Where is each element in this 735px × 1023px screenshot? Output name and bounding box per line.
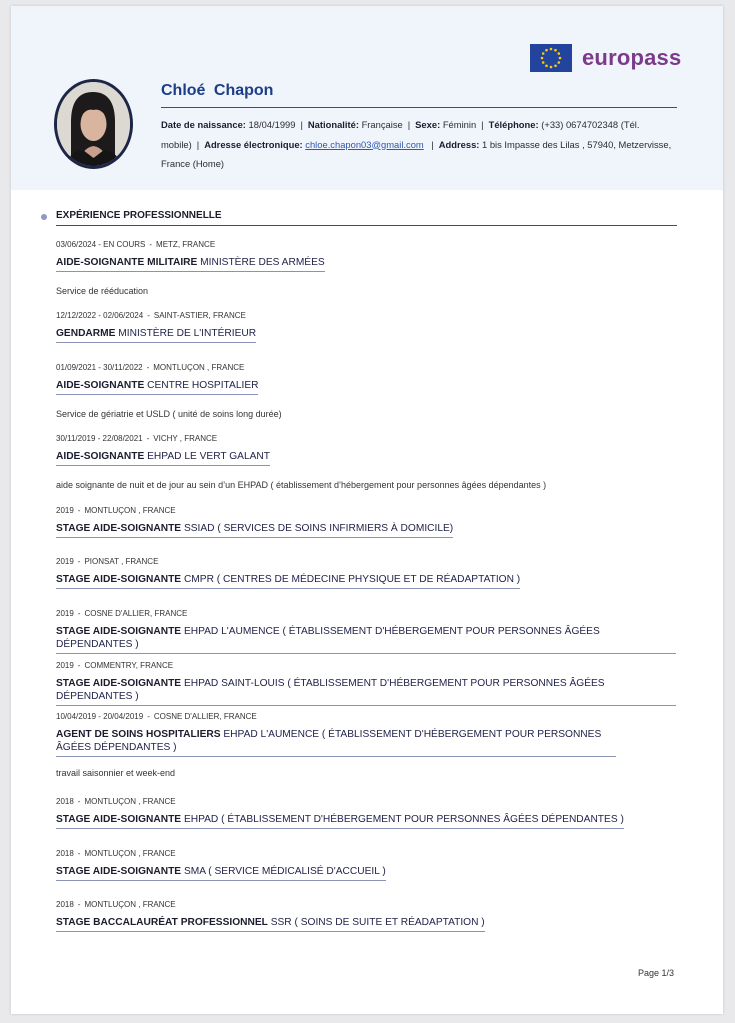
entry-meta: 2019 - PIONSAT , FRANCE <box>56 557 159 566</box>
personal-info: Date de naissance: 18/04/1999 | Nationalité: Française | Sexe: Féminin | Téléphone: (+33) 0674702348 (Tél. mobile) | Adresse électronique: chloe.chapon03@gmail.com | Address: 1 bis Impasse des Lilas , 57940, Metzervisse, France (Home) <box>161 119 672 169</box>
address-value: 1 bis Impasse des Lilas , 57940, Metzervisse, France (Home) <box>161 138 672 169</box>
avatar <box>54 79 133 169</box>
entry-dates: 2018 <box>56 900 74 909</box>
entry-role <box>56 813 624 829</box>
europass-logo <box>530 44 681 72</box>
entry-location: MONTLUÇON , FRANCE <box>84 849 176 858</box>
page-number: Page 1/3 <box>638 968 675 978</box>
entry-dates: 01/09/2021 - 30/11/2022 <box>56 363 143 372</box>
entry-meta: 03/06/2024 - EN COURS - METZ, FRANCE <box>56 240 216 249</box>
entry-employer: MINISTÈRE DE L'INTÉRIEUR <box>118 328 257 339</box>
entry-title: AIDE-SOIGNANTE MILITAIRE <box>56 257 198 268</box>
europass-wordmark: europass <box>582 45 682 70</box>
entry-employer: EHPAD ( ÉTABLISSEMENT D'HÉBERGEMENT POUR PERSONNES ÂGÉES DÉPENDANTES ) <box>183 814 624 825</box>
entry-description: Service de rééducation <box>56 286 149 296</box>
dob-value: 18/04/1999 <box>248 119 296 130</box>
entry-role <box>56 327 256 343</box>
entry-role <box>56 865 386 881</box>
section-divider <box>56 225 677 226</box>
entry-location: COSNE D'ALLIER, FRANCE <box>153 712 257 721</box>
dob-label: Date de naissance: <box>161 119 246 130</box>
entry-location: COSNE D'ALLIER, FRANCE <box>84 609 188 618</box>
experience-entry <box>56 797 676 829</box>
entry-location: SAINT-ASTIER, FRANCE <box>153 311 246 320</box>
entry-dates: 10/04/2019 - 20/04/2019 <box>56 712 144 721</box>
entry-title: STAGE AIDE-SOIGNANTE <box>56 814 182 825</box>
entry-title: STAGE AIDE-SOIGNANTE <box>56 523 182 534</box>
phone-label: Téléphone: <box>488 119 539 130</box>
entry-employer: MINISTÈRE DES ARMÉES <box>200 257 325 268</box>
section-title: EXPÉRIENCE PROFESSIONNELLE <box>56 210 222 221</box>
entry-title: AGENT DE SOINS HOSPITALIERS <box>56 729 221 740</box>
cv-header <box>11 6 723 190</box>
email-link[interactable]: chloe.chapon03@gmail.com <box>305 138 424 150</box>
experience-entry <box>56 240 676 297</box>
entry-employer: SSIAD ( SERVICES DE SOINS INFIRMIERS À DOMICILE) <box>183 523 454 534</box>
email-label: Adresse électronique: <box>204 138 303 150</box>
experience-entry <box>56 661 676 706</box>
address-label: Address: <box>438 138 480 150</box>
entry-description: travail saisonnier et week-end <box>56 768 176 778</box>
last-name: Chapon <box>213 82 274 99</box>
entry-meta: 2018 - MONTLUÇON , FRANCE <box>56 900 176 909</box>
entry-title: STAGE BACCALAURÉAT PROFESSIONNEL <box>56 917 268 928</box>
entry-employer: SMA ( SERVICE MÉDICALISÉ D'ACCUEIL ) <box>183 866 386 877</box>
phone-value: (+33) 0674702348 (Tél. mobile) <box>161 119 640 150</box>
entry-title: STAGE AIDE-SOIGNANTE <box>56 678 182 689</box>
section-bullet-icon <box>41 214 47 220</box>
entry-role <box>56 256 325 272</box>
entry-location: COMMENTRY, FRANCE <box>84 661 174 670</box>
entry-dates: 2018 <box>56 797 74 806</box>
entry-title: STAGE AIDE-SOIGNANTE <box>56 574 182 585</box>
entry-dates: 2019 <box>56 557 74 566</box>
experience-entry <box>56 363 676 420</box>
entry-dates: 03/06/2024 - EN COURS <box>56 240 146 249</box>
entry-meta: 2018 - MONTLUÇON , FRANCE <box>56 797 176 806</box>
entry-location: MONTLUÇON , FRANCE <box>84 506 176 515</box>
entry-employer: CMPR ( CENTRES DE MÉDECINE PHYSIQUE ET DE RÉADAPTATION ) <box>183 574 521 585</box>
first-name: Chloé <box>161 82 206 99</box>
entry-title: STAGE AIDE-SOIGNANTE <box>56 626 182 637</box>
entry-location: MONTLUÇON , FRANCE <box>84 900 176 909</box>
entry-meta: 10/04/2019 - 20/04/2019 - COSNE D'ALLIER, FRANCE <box>56 712 257 721</box>
entry-employer: EHPAD SAINT-LOUIS ( ÉTABLISSEMENT D'HÉBERGEMENT POUR PERSONNES ÂGÉES DÉPENDANTES ) <box>56 678 605 702</box>
name-divider <box>161 107 677 108</box>
entry-role <box>56 573 520 589</box>
entry-dates: 2018 <box>56 849 74 858</box>
experience-entry <box>56 712 676 779</box>
entry-role <box>56 916 485 932</box>
entry-description: Service de gériatrie et USLD ( unité de soins long durée) <box>56 409 282 419</box>
experience-entry <box>56 434 676 491</box>
entry-dates: 30/11/2019 - 22/08/2021 <box>56 434 143 443</box>
entry-employer: SSR ( SOINS DE SUITE ET RÉADAPTATION ) <box>270 917 485 928</box>
entry-location: PIONSAT , FRANCE <box>84 557 159 566</box>
entry-dates: 12/12/2022 - 02/06/2024 <box>56 311 144 320</box>
entry-dates: 2019 <box>56 609 74 618</box>
entry-role <box>56 677 676 706</box>
entry-dates: 2019 <box>56 661 74 670</box>
experience-entry <box>56 506 676 538</box>
experience-entry <box>56 849 676 881</box>
sex-label: Sexe: <box>415 119 441 130</box>
cv-page <box>11 6 723 1014</box>
entry-title: AIDE-SOIGNANTE <box>56 451 145 462</box>
entry-employer: EHPAD L'AUMENCE ( ÉTABLISSEMENT D'HÉBERGEMENT POUR PERSONNES ÂGÉES DÉPENDANTES ) <box>56 626 600 650</box>
experience-entry <box>56 557 676 589</box>
experience-entry <box>56 609 676 654</box>
entry-location: VICHY , FRANCE <box>153 434 218 443</box>
entry-location: MONTLUÇON , FRANCE <box>153 363 245 372</box>
nationality-value: Française <box>361 119 403 130</box>
entry-meta: 12/12/2022 - 02/06/2024 - SAINT-ASTIER, FRANCE <box>56 311 246 320</box>
entry-title: STAGE AIDE-SOIGNANTE <box>56 866 182 877</box>
entry-role <box>56 625 676 654</box>
experience-entry <box>56 900 676 932</box>
experience-entry <box>56 311 676 343</box>
entry-meta: 2019 - COMMENTRY, FRANCE <box>56 661 174 670</box>
entry-meta: 2019 - MONTLUÇON , FRANCE <box>56 506 176 515</box>
entry-meta: 01/09/2021 - 30/11/2022 - MONTLUÇON , FRANCE <box>56 363 245 372</box>
entry-role <box>56 450 270 466</box>
full-name <box>161 82 273 100</box>
sex-value: Féminin <box>442 119 477 130</box>
entry-role <box>56 522 453 538</box>
entry-dates: 2019 <box>56 506 74 515</box>
entry-location: MONTLUÇON , FRANCE <box>84 797 176 806</box>
entry-meta: 2018 - MONTLUÇON , FRANCE <box>56 849 176 858</box>
entry-title: GENDARME <box>56 328 116 339</box>
entry-meta: 30/11/2019 - 22/08/2021 - VICHY , FRANCE <box>56 434 218 443</box>
entry-role <box>56 379 258 395</box>
entry-title: AIDE-SOIGNANTE <box>56 380 145 391</box>
entry-location: METZ, FRANCE <box>156 240 216 249</box>
entry-employer: EHPAD LE VERT GALANT <box>147 451 270 462</box>
entry-meta: 2019 - COSNE D'ALLIER, FRANCE <box>56 609 188 618</box>
entry-employer: CENTRE HOSPITALIER <box>147 380 259 391</box>
entry-description: aide soignante de nuit et de jour au sein d’un EHPAD ( établissement d’hébergement pour personnes âgées dépendantes ) <box>56 480 547 490</box>
entry-employer: EHPAD L'AUMENCE ( ÉTABLISSEMENT D'HÉBERGEMENT POUR PERSONNES ÂGÉES DÉPENDANTES ) <box>56 729 602 753</box>
nationality-label: Nationalité: <box>307 119 359 130</box>
eu-flag-icon <box>530 44 572 72</box>
entry-role <box>56 728 616 757</box>
